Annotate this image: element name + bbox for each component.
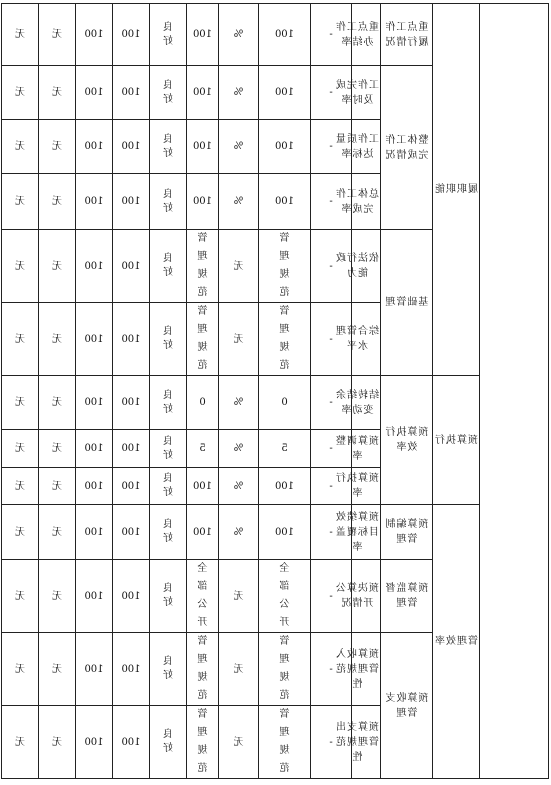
actual-value: 100 [192,87,213,98]
score-cell-c1: 100 [113,505,150,560]
actual-value: 管理规范 [197,636,208,701]
indicator-name-cell [335,4,381,66]
score-cell-c2: 100 [76,303,113,376]
target-value-cell [259,66,311,120]
target-value: 100 [274,196,295,207]
grade-value: 良好 [163,473,173,498]
target-value-cell [259,430,311,468]
score-cell-c3: 无 [39,468,76,505]
dash-cell: - [311,560,352,633]
actual-value-cell [187,560,219,633]
target-value: 100 [274,141,295,152]
unit-cell: 无 [219,230,259,303]
score-cell-c2: 100 [76,560,113,633]
score-cell-c3: 无 [39,376,76,430]
secondary-indicator-cell [381,230,433,376]
actual-value: 全部公开 [197,563,208,628]
score-cell-c1: 100 [113,560,150,633]
actual-value: 管理规范 [197,233,208,298]
secondary-indicator-label: 预算监督管理 [384,583,429,609]
target-value: 100 [274,87,295,98]
secondary-indicator-label: 预算执行效率 [384,427,429,453]
unit-cell: 无 [219,633,259,706]
indicator-name: 预算执行率 [335,473,379,499]
grade-cell [150,230,187,303]
score-cell-c1: 100 [113,430,150,468]
score-cell-c1: 100 [113,633,150,706]
unit-cell: % [219,468,259,505]
actual-value-cell [187,230,219,303]
score-cell-c3: 无 [39,230,76,303]
unit-cell: % [219,120,259,174]
grade-value: 良好 [163,729,173,754]
indicator-name-cell [335,66,381,120]
actual-value: 100 [192,480,213,492]
indicator-name: 依法行政能力 [335,253,379,279]
score-cell-c3: 无 [39,633,76,706]
actual-value: 100 [192,141,213,152]
score-cell-c1: 100 [113,376,150,430]
score-cell-c4: 无 [2,303,39,376]
target-value-cell [259,174,311,230]
grade-value: 良好 [163,79,173,105]
indicator-name: 总体工作完成率 [335,188,379,215]
score-cell-c4: 无 [2,4,39,66]
score-cell-c1: 100 [113,174,150,230]
grade-cell [150,4,187,66]
target-value: 管理规范 [279,709,290,774]
score-cell-c2: 100 [76,230,113,303]
indicator-name: 重点工作办结率 [335,21,379,48]
indicator-name: 工作完成及时率 [335,79,379,106]
indicator-name-cell [335,560,381,633]
actual-value-cell [187,376,219,430]
secondary-indicator-label: 预算编制管理 [384,519,429,545]
indicator-name: 综合管理水平 [335,326,379,352]
actual-value-cell [187,430,219,468]
actual-value: 5 [199,443,206,454]
score-cell-c3: 无 [39,430,76,468]
actual-value-cell [187,706,219,779]
secondary-indicator-cell [381,505,433,560]
dash-cell: - [311,430,352,468]
grade-value: 良好 [163,435,173,461]
primary-indicator-cell [433,505,480,779]
target-value-cell [259,4,311,66]
indicator-name-cell [335,303,381,376]
dash-cell: - [311,230,352,303]
grade-cell [150,120,187,174]
grade-value: 良好 [163,389,173,415]
score-cell-c2: 100 [76,66,113,120]
secondary-indicator-cell [381,560,433,633]
secondary-indicator-cell [381,633,433,779]
score-cell-c1: 100 [113,230,150,303]
unit-cell: % [219,174,259,230]
score-cell-c4: 无 [2,633,39,706]
target-value: 100 [274,29,295,40]
target-value: 5 [281,443,288,454]
grade-value: 良好 [163,133,173,159]
target-value: 全部公开 [279,563,290,628]
grade-cell [150,505,187,560]
target-value-cell [259,303,311,376]
grade-cell [150,376,187,430]
score-cell-c4: 无 [2,174,39,230]
score-cell-c4: 无 [2,468,39,505]
secondary-indicator-cell [381,376,433,505]
score-cell-c2: 100 [76,174,113,230]
table-row [2,376,549,430]
score-cell-c3: 无 [39,174,76,230]
indicator-name-cell [335,230,381,303]
target-value: 0 [281,397,288,408]
target-value: 100 [274,526,295,538]
score-cell-c1: 100 [113,468,150,505]
table-body [2,4,549,779]
dash-cell: - [311,303,352,376]
score-cell-c2: 100 [76,4,113,66]
performance-indicator-table [1,3,549,779]
dash-cell: - [311,4,352,66]
primary-indicator-cell [433,376,480,505]
secondary-indicator-label: 预算收支管理 [384,692,429,719]
grade-value: 良好 [163,188,173,214]
grade-cell [150,560,187,633]
score-cell-c3: 无 [39,66,76,120]
score-cell-c4: 无 [2,120,39,174]
secondary-indicator-label: 基础管理 [384,297,429,308]
grade-cell [150,174,187,230]
target-value-cell [259,560,311,633]
table-row [2,505,549,560]
dash-cell: - [311,505,352,560]
primary-indicator-label: 履职职能 [434,184,478,195]
secondary-indicator-label: 重点工作履行情况 [384,21,429,48]
grade-cell [150,66,187,120]
score-cell-c4: 无 [2,430,39,468]
indicator-name-cell [335,633,381,706]
target-value-cell [259,633,311,706]
actual-value-cell [187,468,219,505]
unit-cell: % [219,376,259,430]
top-level-category-cell [480,4,549,779]
indicator-name-cell [335,505,381,560]
indicator-name-cell [335,120,381,174]
score-cell-c4: 无 [2,706,39,779]
score-cell-c4: 无 [2,230,39,303]
grade-cell [150,706,187,779]
target-value-cell [259,230,311,303]
primary-indicator-label: 预算执行 [434,434,478,446]
score-cell-c1: 100 [113,706,150,779]
target-value: 管理规范 [279,233,290,298]
primary-indicator-cell [433,4,480,376]
dash-cell: - [311,706,352,779]
score-cell-c4: 无 [2,505,39,560]
target-value: 100 [274,480,295,492]
indicator-name: 预算收入管理规范性 [335,648,379,690]
score-cell-c3: 无 [39,303,76,376]
actual-value: 管理规范 [197,306,208,371]
actual-value: 100 [192,29,213,40]
unit-cell: 无 [219,303,259,376]
grade-cell [150,430,187,468]
grade-value: 良好 [163,253,173,278]
actual-value: 0 [199,397,206,408]
actual-value-cell [187,174,219,230]
indicator-name-cell [335,706,381,779]
grade-value: 良好 [163,326,173,351]
unit-cell: 无 [219,706,259,779]
score-cell-c2: 100 [76,120,113,174]
primary-indicator-label: 管理效率 [434,636,478,647]
target-value: 管理规范 [279,306,290,371]
actual-value-cell [187,4,219,66]
score-cell-c1: 100 [113,66,150,120]
dash-cell: - [311,468,352,505]
score-cell-c3: 无 [39,4,76,66]
score-cell-c2: 100 [76,706,113,779]
dash-cell: - [311,633,352,706]
grade-value: 良好 [163,21,173,47]
indicator-name-cell [335,468,381,505]
grade-value: 良好 [163,656,173,681]
dash-cell: - [311,120,352,174]
unit-cell: % [219,430,259,468]
indicator-name: 预决算公开情况 [335,583,379,609]
score-cell-c2: 100 [76,376,113,430]
secondary-indicator-label: 整体工作完成情况 [384,134,429,161]
score-cell-c4: 无 [2,376,39,430]
score-cell-c4: 无 [2,560,39,633]
grade-value: 良好 [163,519,173,544]
score-cell-c2: 100 [76,430,113,468]
target-value: 管理规范 [279,636,290,701]
unit-cell: % [219,505,259,560]
indicator-name: 预算调整率 [335,435,379,462]
actual-value-cell [187,66,219,120]
score-cell-c4: 无 [2,66,39,120]
indicator-name: 结转结余变动率 [335,389,379,416]
dash-cell: - [311,174,352,230]
score-cell-c3: 无 [39,560,76,633]
score-cell-c2: 100 [76,468,113,505]
actual-value: 管理规范 [197,709,208,774]
unit-cell: % [219,66,259,120]
secondary-indicator-cell [381,4,433,66]
score-cell-c1: 100 [113,120,150,174]
dash-cell: - [311,66,352,120]
dash-cell: - [311,376,352,430]
actual-value: 100 [192,526,213,538]
target-value-cell [259,468,311,505]
target-value-cell [259,706,311,779]
indicator-name-cell [335,174,381,230]
grade-value: 良好 [163,583,173,608]
target-value-cell [259,376,311,430]
actual-value-cell [187,120,219,174]
score-cell-c2: 100 [76,505,113,560]
indicator-name: 预算绩效目标覆盖率 [335,511,379,553]
indicator-name-cell [335,430,381,468]
actual-value-cell [187,303,219,376]
target-value-cell [259,120,311,174]
secondary-indicator-cell [381,66,433,230]
score-cell-c2: 100 [76,633,113,706]
indicator-name-cell [335,376,381,430]
score-cell-c3: 无 [39,505,76,560]
indicator-name: 预算支出管理规范性 [335,721,379,763]
score-cell-c1: 100 [113,303,150,376]
actual-value-cell [187,633,219,706]
unit-cell: % [219,4,259,66]
table-row [2,4,549,66]
score-cell-c3: 无 [39,706,76,779]
indicator-name: 工作质量达标率 [335,133,379,160]
score-cell-c1: 100 [113,4,150,66]
actual-value-cell [187,505,219,560]
grade-cell [150,468,187,505]
grade-cell [150,633,187,706]
unit-cell: 无 [219,560,259,633]
target-value-cell [259,505,311,560]
actual-value: 100 [192,196,213,207]
score-cell-c3: 无 [39,120,76,174]
grade-cell [150,303,187,376]
